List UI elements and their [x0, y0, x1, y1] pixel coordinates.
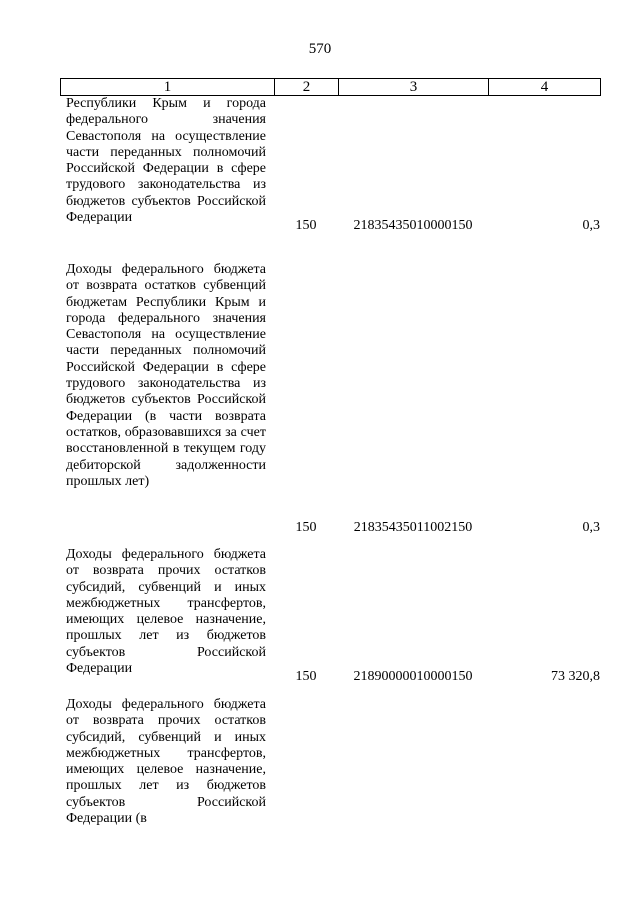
- row-code: 21835435011002150: [353, 520, 473, 535]
- row-type-code: 150: [295, 218, 317, 233]
- column-header-4: 4: [489, 79, 601, 96]
- row-code: 21835435010000150: [353, 218, 473, 233]
- column-header-1: 1: [61, 79, 275, 96]
- table-row: [0, 96, 640, 256]
- row-type-code: 150: [295, 520, 317, 535]
- row-code: 21890000010000150: [353, 669, 473, 684]
- row-amount: 73 320,8: [551, 669, 600, 684]
- row-description: Доходы федерального бюджета от возврата прочих остатков субсидий, субвенций и иных межбюджетных трансфертов, имеющих целевое назначение, прошлых лет из бюджетов субъектов Российской Федерации (в: [66, 697, 266, 827]
- row-description: Доходы федерального бюджета от возврата остатков субвенций бюджетам Республики Крым и города федерального значения Севастополя на осуществление части переданных полномочий Российской Федерации в сфере трудового законодательства из бюджетов субъектов Российской Федерации (в части возврата остатков, образовавшихся за счет восстановленной в текущем году дебиторской задолженности прошлых лет): [66, 262, 266, 489]
- table-header: [60, 78, 601, 96]
- page-number: 570: [308, 41, 332, 57]
- row-description: Доходы федерального бюджета от возврата прочих остатков субсидий, субвенций и иных межбюджетных трансфертов, имеющих целевое назначение, прошлых лет из бюджетов субъектов Российской Федерации: [66, 547, 266, 677]
- row-amount: 0,3: [582, 218, 600, 233]
- table-row: [0, 697, 640, 837]
- row-description: Республики Крым и города федерального значения Севастополя на осуществление части переданных полномочий Российской Федерации в сфере трудового законодательства из бюджетов субъектов Российской Федерации: [66, 96, 266, 226]
- row-type-code: 150: [295, 669, 317, 684]
- column-header-2: 2: [275, 79, 339, 96]
- column-header-3: 3: [339, 79, 489, 96]
- table-row: [0, 547, 640, 687]
- table-row: [0, 262, 640, 542]
- row-amount: 0,3: [582, 520, 600, 535]
